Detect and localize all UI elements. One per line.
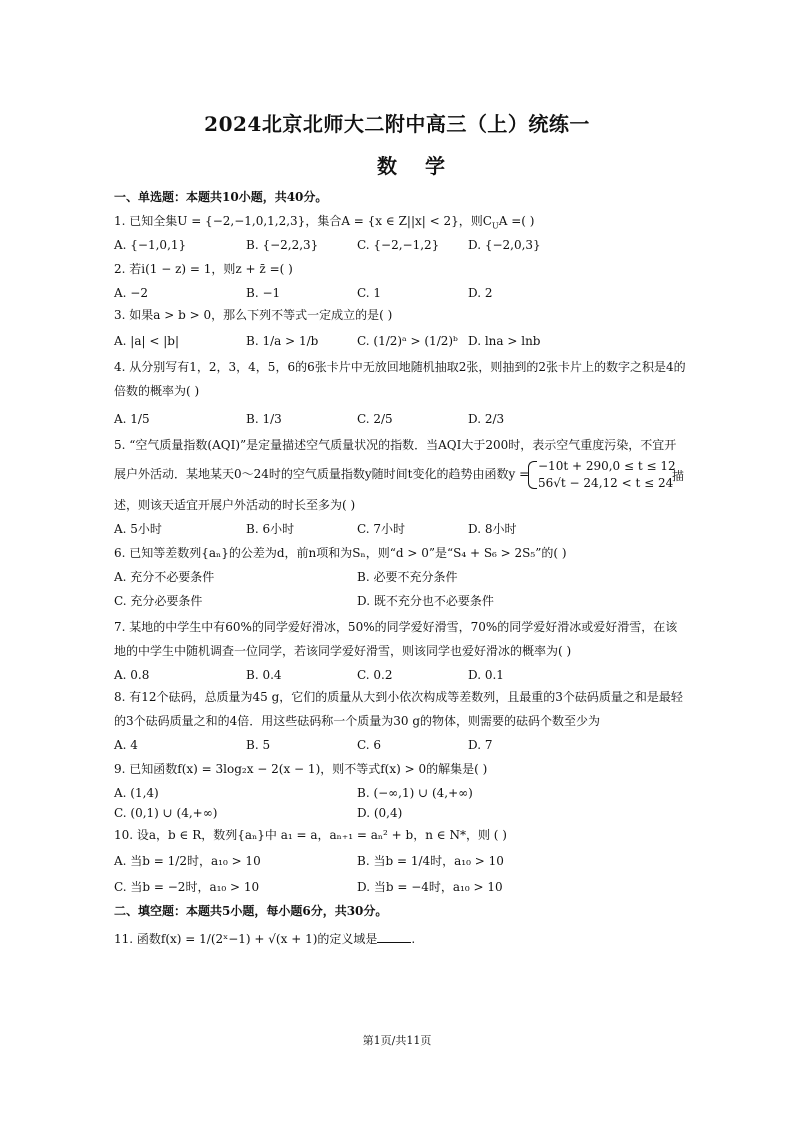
q5-option-d[interactable]: D. 8小时 [468,522,517,536]
question-6-stem: 6. 已知等差数列{aₙ}的公差为d，前n项和为Sₙ，则“d > 0”是“S₄ + S₆ > 2S₅”的( ) [114,546,567,560]
q5-option-a[interactable]: A. 5小时 [114,522,162,536]
q5-option-b[interactable]: B. 6小时 [246,522,295,536]
q2-option-b[interactable]: B. −1 [246,286,281,300]
question-7-stem: 7. 某地的中学生中有60%的同学爱好滑冰，50%的同学爱好滑雪，70%的同学爱好滑冰或爱好滑雪，在该 [114,620,678,634]
question-8-stem-cont: 的3个砝码质量之和的4倍．用这些砝码称一个质量为30 g的物体，则需要的砝码个数至少为 [114,714,601,728]
question-4-stem-cont: 倍数的概率为( ) [114,384,200,398]
q7-option-d[interactable]: D. 0.1 [468,668,504,682]
question-2-stem: 2. 若i(1 − z) = 1，则z + z̄ =( ) [114,262,293,276]
q8-option-b[interactable]: B. 5 [246,738,271,752]
question-3-stem: 3. 如果a > b > 0，那么下列不等式一定成立的是( ) [114,308,393,322]
q4-option-b[interactable]: B. 1/3 [246,412,282,426]
q4-option-d[interactable]: D. 2/3 [468,412,505,426]
q3-option-c[interactable]: C. (1/2)ᵃ > (1/2)ᵇ [357,334,458,348]
question-10-stem: 10. 设a，b ∈ R，数列{aₙ}中 a₁ = a，aₙ₊₁ = aₙ² + b，n ∈ N*，则 ( ) [114,828,507,842]
q9-option-a[interactable]: A. (1,4) [114,786,159,800]
page-footer: 第1页/共11页 [362,1034,432,1047]
q9-option-c[interactable]: C. (0,1) ∪ (4,+∞) [114,806,218,820]
q10-option-d[interactable]: D. 当b = −4时，a₁₀ > 10 [357,880,503,894]
q1-option-b[interactable]: B. {−2,2,3} [246,238,319,252]
q3-option-a[interactable]: A. |a| < |b| [114,334,179,348]
q2-option-a[interactable]: A. −2 [114,286,148,300]
question-5-stem-cont: 展户外活动．某地某天0～24时的空气质量指数y随时间t变化的趋势由函数y = [114,467,530,481]
q10-option-a[interactable]: A. 当b = 1/2时，a₁₀ > 10 [114,854,261,868]
question-9-stem: 9. 已知函数f(x) = 3log₂x − 2(x − 1)，则不等式f(x) > 0的解集是( ) [114,762,488,776]
q2-option-c[interactable]: C. 1 [357,286,382,300]
q4-option-c[interactable]: C. 2/5 [357,412,393,426]
subject-title: 数学 [377,154,473,178]
question-5-tail: 描 [672,469,685,483]
q7-option-b[interactable]: B. 0.4 [246,668,282,682]
question-7-stem-cont: 地的中学生中随机调查一位同学，若该同学爱好滑雪，则该同学也爱好滑冰的概率为( ) [114,644,572,658]
answer-blank[interactable] [377,932,411,943]
q2-option-d[interactable]: D. 2 [468,286,493,300]
q4-option-a[interactable]: A. 1/5 [114,412,150,426]
q7-option-c[interactable]: C. 0.2 [357,668,393,682]
q8-option-c[interactable]: C. 6 [357,738,382,752]
section-heading-fill-blank: 二、填空题：本题共5小题，每小题6分，共30分。 [114,904,388,918]
page-title: 2024北京北师大二附中高三（上）统练一 [204,112,590,136]
q10-option-b[interactable]: B. 当b = 1/4时，a₁₀ > 10 [357,854,504,868]
q5-option-c[interactable]: C. 7小时 [357,522,406,536]
q8-option-a[interactable]: A. 4 [114,738,138,752]
q9-option-d[interactable]: D. (0,4) [357,806,403,820]
q6-option-a[interactable]: A. 充分不必要条件 [114,570,215,584]
question-5-stem-end: 述，则该天适宜开展户外活动的时长至多为( ) [114,498,356,512]
q1-option-d[interactable]: D. {−2,0,3} [468,238,541,252]
q1-option-a[interactable]: A. {−1,0,1} [114,238,187,252]
piecewise-case-1: −10t + 290,0 ≤ t ≤ 12 [538,459,676,473]
q10-option-c[interactable]: C. 当b = −2时，a₁₀ > 10 [114,880,260,894]
q1-option-c[interactable]: C. {−2,−1,2} [357,238,440,252]
question-11-stem: 11. 函数f(x) = 1/(2ˣ−1) + √(x + 1)的定义域是 . [114,932,416,946]
piecewise-brace [528,461,537,489]
q7-option-a[interactable]: A. 0.8 [114,668,150,682]
question-5-stem: 5. “空气质量指数(AQI)”是定量描述空气质量状况的指数．当AQI大于200时，表示空气重度污染，不宜开 [114,438,677,452]
q6-option-b[interactable]: B. 必要不充分条件 [357,570,458,584]
q9-option-b[interactable]: B. (−∞,1) ∪ (4,+∞) [357,786,473,800]
question-4-stem: 4. 从分别写有1，2，3，4，5，6的6张卡片中无放回地随机抽取2张，则抽到的2张卡片上的数字之积是4的 [114,360,686,374]
section-heading-single-choice: 一、单选题：本题共10小题，共40分。 [114,190,328,204]
question-8-stem: 8. 有12个砝码，总质量为45 g，它们的质量从大到小依次构成等差数列，且最重的3个砝码质量之和是最轻 [114,690,683,704]
q3-option-b[interactable]: B. 1/a > 1/b [246,334,319,348]
piecewise-case-2: 56√t − 24,12 < t ≤ 24 [538,476,674,490]
question-1-stem: 1. 已知全集U = {−2,−1,0,1,2,3}，集合A = {x ∈ Z||x| < 2}，则$C_UA$ =( ) [114,214,535,231]
q6-option-c[interactable]: C. 充分必要条件 [114,594,203,608]
q8-option-d[interactable]: D. 7 [468,738,493,752]
q6-option-d[interactable]: D. 既不充分也不必要条件 [357,594,494,608]
q3-option-d[interactable]: D. lna > lnb [468,334,541,348]
